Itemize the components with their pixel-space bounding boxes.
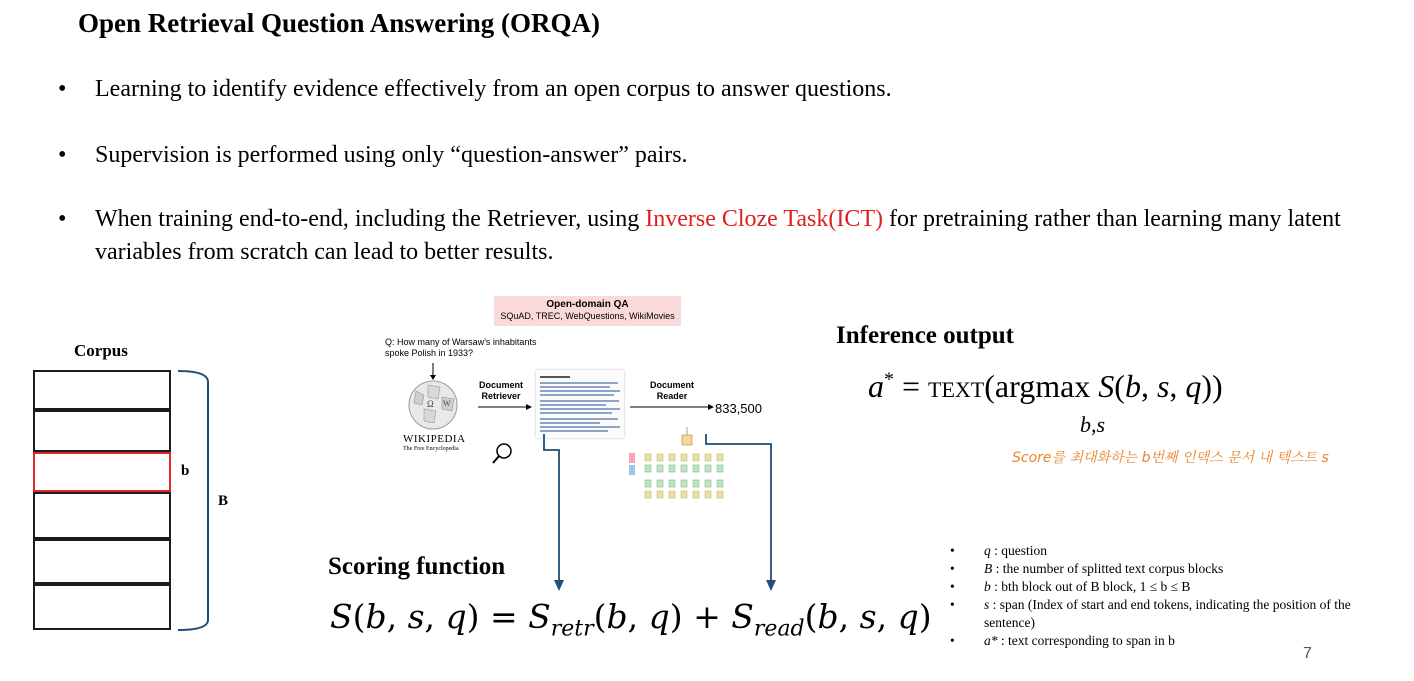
legend-text: : the number of splitted text corpus blocks	[992, 561, 1224, 576]
scoring-formula: S(b, s, $q) = S_{retr}(b$, $q) + S_{read}(b$, s, q)	[330, 597, 932, 642]
legend-item: • q : question	[950, 543, 1047, 558]
legend-symbol: a*	[984, 633, 998, 648]
wikipedia-wordmark: WIKIPEDIA	[403, 433, 466, 445]
bullet-text-pre: When training end-to-end, including the Retriever, using	[95, 206, 646, 232]
legend-item: • a* : text corresponding to span in b	[950, 633, 1175, 648]
retriever-label: Document Retriever	[478, 380, 523, 401]
total-blocks-label: B	[218, 493, 229, 509]
reader-label: Document Reader	[649, 380, 694, 401]
corpus-block	[33, 370, 171, 410]
odqa-title: Open-domain QA	[546, 299, 629, 310]
inference-formula: a* = text(argmax S(b, s, q))	[868, 368, 1223, 404]
answer-value: 833,500	[715, 401, 762, 416]
svg-text:W: W	[443, 399, 451, 408]
corpus-block	[33, 584, 171, 630]
scoring-title: Scoring function	[328, 553, 506, 580]
block-b-label: b	[181, 463, 190, 479]
corpus-label: Corpus	[74, 341, 128, 360]
wikipedia-globe-icon	[409, 381, 457, 429]
legend-text: : span (Index of start and end tokens, indicating the position of the sentence)	[984, 597, 1351, 630]
legend-symbol: b	[984, 579, 991, 594]
magnifier-icon	[493, 444, 511, 463]
ict-highlight: Inverse Cloze Task(ICT)	[645, 206, 884, 232]
example-question: Q: How many of Warsaw's inhabitants spoke Polish in 1933?	[385, 337, 537, 358]
inference-note: Score를 최대화하는 b번째 인덱스 문서 내 텍스트 s	[1012, 450, 1329, 466]
bullet-text	[95, 203, 1355, 269]
corpus-block	[33, 410, 171, 452]
bullet-dot: •	[58, 142, 67, 168]
page-number: 7	[1303, 645, 1312, 662]
corpus-block	[33, 539, 171, 584]
svg-text:Ω: Ω	[427, 399, 434, 409]
corpus-block-selected	[33, 452, 171, 492]
slide-title: Open Retrieval Question Answering (ORQA)	[78, 8, 600, 38]
legend-item: • B : the number of splitted text corpus blocks	[950, 561, 1224, 576]
legend-symbol: B	[984, 561, 993, 576]
legend-item: • b : bth block out of B block, 1 ≤ b ≤ B	[950, 579, 1191, 594]
inference-title: Inference output	[836, 322, 1015, 349]
wikipedia-tagline: The Free Encyclopedia	[403, 446, 459, 452]
bullet-text: Supervision is performed using only “question-answer” pairs.	[95, 142, 688, 168]
legend-symbol: s	[984, 597, 990, 612]
corpus-bracket	[176, 368, 216, 633]
legend-text: : question	[990, 543, 1047, 558]
legend-item: • s : span (Index of start and end tokens, indicating the position of the sentence)	[950, 597, 1351, 630]
legend-text: : bth block out of B block, 1 ≤ b ≤ B	[990, 579, 1191, 594]
corpus-block	[33, 492, 171, 539]
legend-symbol: q	[984, 543, 991, 558]
connector-arrows	[540, 410, 790, 595]
bullet-dot: •	[58, 206, 67, 232]
bullet-dot: •	[58, 76, 67, 102]
bullet-text: Learning to identify evidence effectively from an open corpus to answer questions.	[95, 76, 892, 102]
legend-text: : text corresponding to span in b	[997, 633, 1175, 648]
odqa-subtitle: SQuAD, TREC, WebQuestions, WikiMovies	[500, 311, 675, 321]
odqa-header-box	[494, 296, 681, 326]
bullet-text-post: for pretraining rather than learning many latent variables from scratch can lead to better results.	[95, 206, 1341, 265]
argmax-subscript: b,s	[1080, 412, 1106, 437]
symbol-legend	[950, 542, 1405, 650]
